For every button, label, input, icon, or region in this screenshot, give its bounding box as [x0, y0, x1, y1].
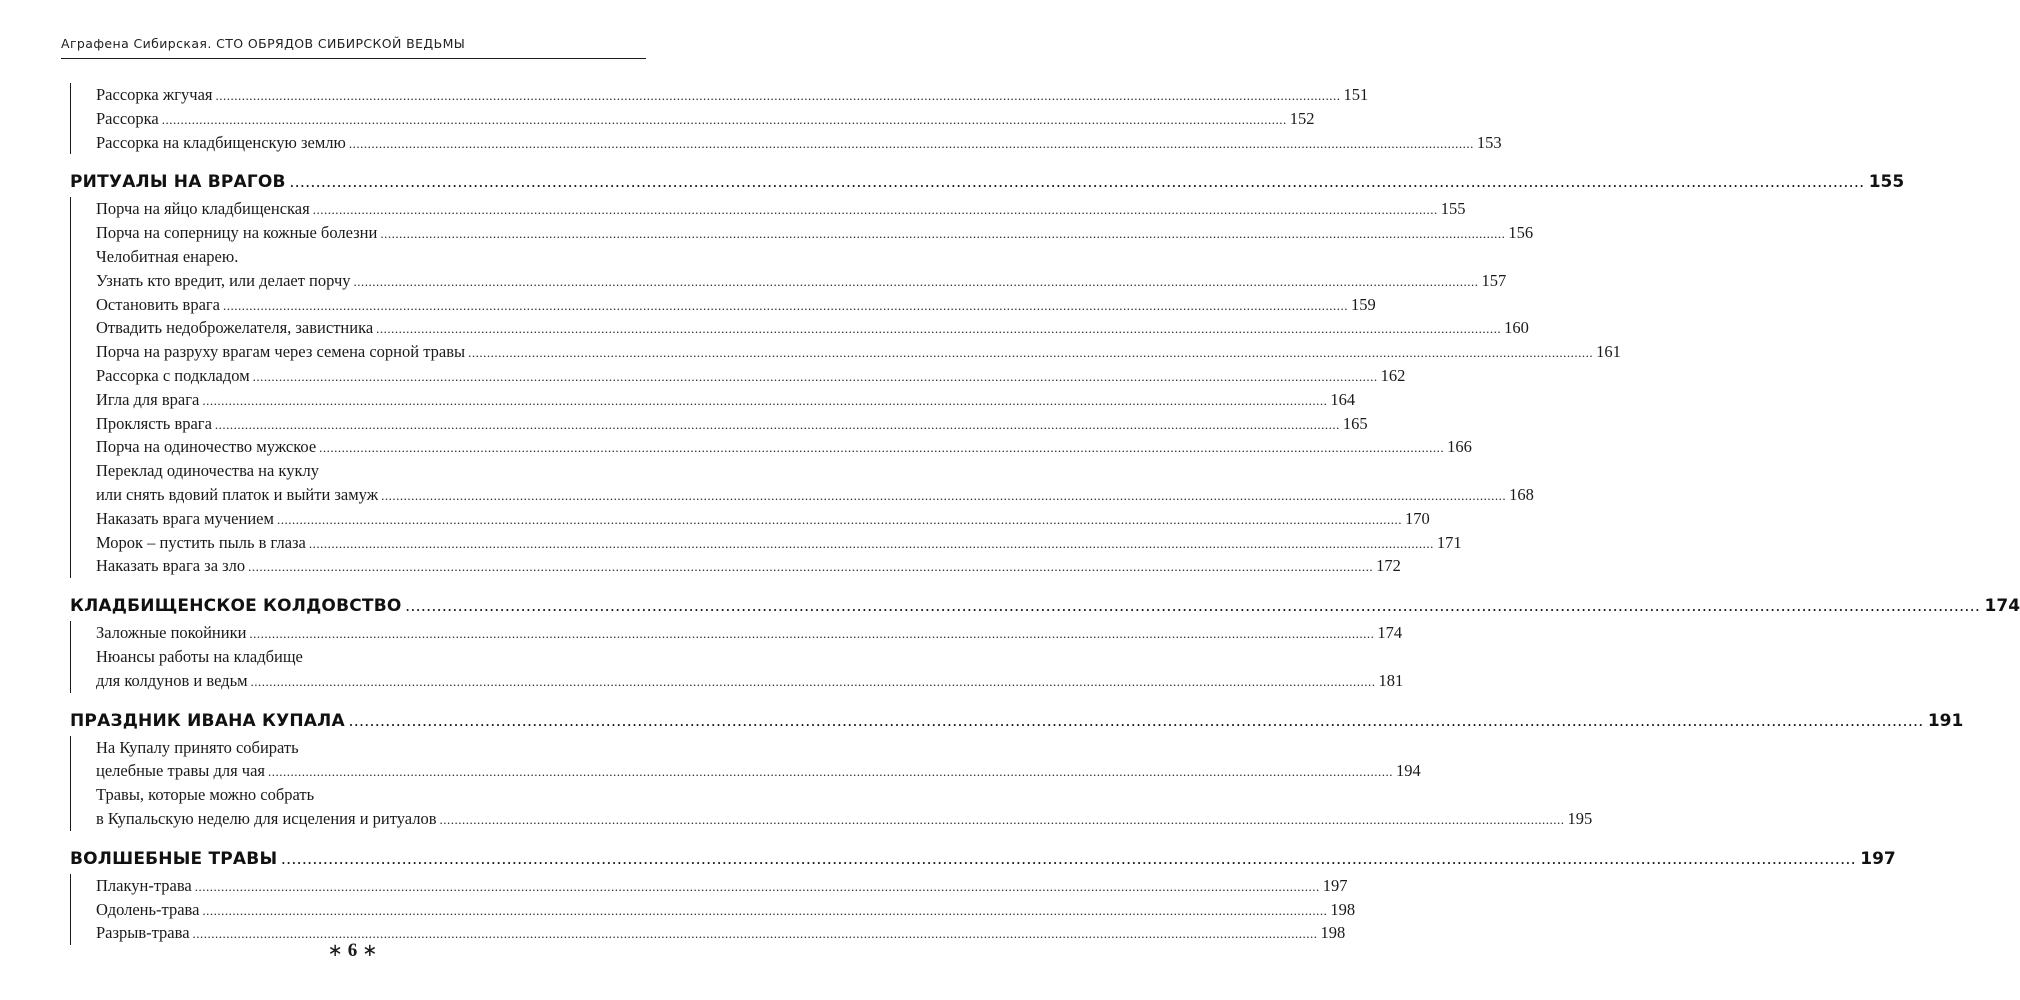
section-heading	[70, 166, 1905, 197]
entry-title: Рассорка с подкладом	[96, 365, 250, 385]
toc-entry	[96, 783, 615, 807]
entry-page: 171	[1436, 532, 1462, 552]
entry-page: 160	[1504, 318, 1529, 338]
entry-title: Травы, которые можно собрать	[96, 785, 315, 805]
entry-title: целебные травы для чая	[96, 761, 266, 781]
entry-title: Остановить врага	[96, 294, 220, 314]
dot-leader: ............................................................................................................................................................................................................................................................................................................	[214, 416, 1340, 432]
entry-title: Нюансы работы на кладбище	[96, 646, 303, 666]
section-heading	[70, 843, 1896, 874]
section-gap	[70, 831, 615, 843]
entry-title: Порча на соперницу на кожные болезни	[96, 223, 378, 243]
toc-entry	[96, 316, 1529, 340]
section-heading	[70, 590, 2020, 621]
dot-leader: ............................................................................................................................................................................................................................................................................................................	[353, 273, 1479, 289]
toc-entry	[96, 531, 1462, 555]
entry-title: или снять вдовий платок и выйти замуж	[96, 484, 379, 504]
dot-leader: ............................................................................................................................................................................................................................................................................................................	[348, 710, 1924, 730]
toc-entry	[96, 459, 615, 483]
section-page: 174	[1984, 596, 2020, 617]
toc-entry	[96, 759, 1421, 783]
dot-leader: ............................................................................................................................................................................................................................................................................................................	[312, 202, 1438, 218]
toc-entry	[96, 621, 1403, 645]
entry-title: Морок – пустить пыль в глаза	[96, 532, 306, 552]
entry-title: Игла для врага	[96, 389, 200, 409]
running-header	[61, 36, 646, 51]
entry-title: На Купалу принято собирать	[96, 737, 299, 757]
section-title: КЛАДБИЩЕНСКОЕ КОЛДОВСТВО	[70, 596, 402, 617]
entry-page: 159	[1351, 294, 1376, 314]
toc-entry	[96, 107, 1315, 131]
header-author: Аграфена Сибирская	[61, 36, 208, 51]
toc-entry	[96, 131, 1502, 155]
dot-leader: ............................................................................................................................................................................................................................................................................................................	[192, 926, 1318, 942]
header-rule	[61, 58, 646, 59]
toc-entry	[96, 269, 1507, 293]
entry-title: Плакун-трава	[96, 875, 192, 895]
entry-page: 151	[1343, 85, 1369, 104]
dot-leader: ............................................................................................................................................................................................................................................................................................................	[319, 440, 1445, 456]
entry-page: 174	[1377, 623, 1403, 643]
entry-page: 156	[1508, 223, 1534, 243]
toc-entry	[96, 435, 1472, 459]
dot-leader: ............................................................................................................................................................................................................................................................................................................	[381, 487, 1507, 503]
toc-section	[70, 843, 1896, 945]
entry-title: Узнать кто вредит, или делает порчу	[96, 270, 351, 290]
entry-title: Наказать врага мучением	[96, 508, 274, 528]
ornament-star-right: ∗	[362, 940, 378, 960]
section-gap	[70, 578, 615, 590]
dot-leader: ............................................................................................................................................................................................................................................................................................................	[194, 878, 1320, 894]
entry-title: Одолень-трава	[96, 899, 200, 919]
dot-leader: ............................................................................................................................................................................................................................................................................................................	[249, 626, 1375, 642]
entry-list	[70, 621, 1404, 692]
page-number-footer	[0, 940, 705, 962]
entry-page: 194	[1396, 761, 1421, 781]
section-gap	[70, 154, 615, 166]
entry-list	[70, 83, 1502, 154]
dot-leader: ............................................................................................................................................................................................................................................................................................................	[348, 135, 1474, 151]
entry-page: 165	[1342, 413, 1368, 433]
entry-title: Порча на яйцо кладбищенская	[96, 199, 310, 219]
section-title: ВОЛШЕБНЫЕ ТРАВЫ	[70, 848, 278, 869]
section-title: ПРАЗДНИК ИВАНА КУПАЛА	[70, 710, 345, 731]
dot-leader: ............................................................................................................................................................................................................................................................................................................	[439, 811, 1565, 827]
section-title: РИТУАЛЫ НА ВРАГОВ	[70, 172, 286, 193]
dot-leader: ............................................................................................................................................................................................................................................................................................................	[202, 902, 1328, 918]
entry-title: Разрыв-трава	[96, 923, 190, 943]
entry-page: 198	[1320, 923, 1346, 943]
entry-page: 157	[1481, 270, 1507, 290]
table-of-contents	[70, 83, 2020, 945]
entry-page: 172	[1376, 556, 1401, 576]
entry-page: 195	[1567, 808, 1593, 828]
toc-entry	[96, 412, 1368, 436]
entry-list	[70, 197, 1621, 578]
toc-entry	[96, 483, 1534, 507]
dot-leader: ............................................................................................................................................................................................................................................................................................................	[468, 345, 1594, 361]
toc-section	[70, 83, 1502, 154]
entry-page: 162	[1380, 365, 1406, 385]
section-page: 197	[1860, 848, 1896, 869]
dot-leader: ............................................................................................................................................................................................................................................................................................................	[281, 848, 1857, 868]
section-heading	[70, 705, 1964, 736]
dot-leader: ............................................................................................................................................................................................................................................................................................................	[380, 226, 1506, 242]
toc-entry	[96, 669, 1404, 693]
section-gap	[70, 693, 615, 705]
toc-entry	[96, 83, 1369, 107]
toc-entry	[96, 507, 1430, 531]
entry-page: 181	[1378, 670, 1404, 690]
ornament-star-left: ∗	[327, 940, 343, 960]
entry-title: для колдунов и ведьм	[96, 670, 248, 690]
entry-page: 168	[1509, 484, 1534, 504]
entry-title: Переклад одиночества на куклу	[96, 461, 319, 481]
entry-list	[70, 736, 1593, 831]
dot-leader: ............................................................................................................................................................................................................................................................................................................	[405, 596, 1981, 616]
toc-entry	[96, 874, 1348, 898]
entry-title: Порча на одиночество мужское	[96, 437, 317, 457]
entry-page: 153	[1476, 132, 1502, 152]
entry-title: в Купальскую неделю для исцеления и ритуалов	[96, 808, 437, 828]
toc-entry	[96, 645, 615, 669]
entry-page: 155	[1440, 199, 1466, 219]
dot-leader: ............................................................................................................................................................................................................................................................................................................	[161, 111, 1287, 127]
section-page: 191	[1927, 710, 1964, 731]
dot-leader: ............................................................................................................................................................................................................................................................................................................	[250, 673, 1376, 689]
entry-title: Рассорка жгучая	[96, 85, 213, 104]
entry-page: 152	[1289, 108, 1315, 128]
dot-leader: ............................................................................................................................................................................................................................................................................................................	[223, 297, 1348, 313]
entry-title: Рассорка	[96, 108, 159, 128]
entry-page: 198	[1330, 899, 1356, 919]
entry-title: Наказать врага за зло	[96, 556, 246, 576]
dot-leader: ............................................................................................................................................................................................................................................................................................................	[289, 172, 1865, 192]
toc-entry	[96, 364, 1406, 388]
entry-page: 161	[1596, 342, 1621, 362]
header-book-title: СТО ОБРЯДОВ СИБИРСКОЙ ВЕДЬМЫ	[216, 36, 466, 51]
toc-entry	[96, 221, 1534, 245]
entry-title: Рассорка на кладбищенскую землю	[96, 132, 346, 152]
entry-title: Заложные покойники	[96, 623, 247, 643]
toc-section	[70, 705, 1964, 831]
toc-entry	[96, 388, 1356, 412]
toc-entry	[96, 554, 1401, 578]
page-number: 6	[347, 940, 358, 961]
toc-entry	[96, 807, 1593, 831]
entry-title: Проклясть врага	[96, 413, 212, 433]
entry-page: 166	[1447, 437, 1472, 457]
entry-title: Порча на разруху врагам через семена сорной травы	[96, 342, 466, 362]
dot-leader: ............................................................................................................................................................................................................................................................................................................	[248, 559, 1374, 575]
entry-page: 164	[1330, 389, 1356, 409]
entry-page: 170	[1404, 508, 1430, 528]
toc-entry	[96, 245, 615, 269]
dot-leader: ............................................................................................................................................................................................................................................................................................................	[202, 392, 1328, 408]
entry-page: 197	[1322, 875, 1348, 895]
entry-list	[70, 874, 1356, 945]
toc-entry	[96, 340, 1621, 364]
entry-title: Отвадить недоброжелателя, завистника	[96, 318, 374, 338]
toc-section	[70, 166, 1905, 578]
dot-leader: ............................................................................................................................................................................................................................................................................................................	[268, 764, 1394, 780]
header-separator: .	[207, 36, 212, 51]
dot-leader: ............................................................................................................................................................................................................................................................................................................	[215, 88, 1341, 103]
toc-entry	[96, 197, 1466, 221]
toc-entry	[96, 293, 1376, 317]
toc-entry	[96, 898, 1356, 922]
toc-section	[70, 590, 2020, 692]
entry-title: Челобитная енарею.	[96, 246, 239, 266]
section-page: 155	[1868, 172, 1905, 193]
dot-leader: ............................................................................................................................................................................................................................................................................................................	[308, 535, 1434, 551]
toc-entry	[96, 736, 615, 760]
dot-leader: ............................................................................................................................................................................................................................................................................................................	[376, 321, 1502, 337]
dot-leader: ............................................................................................................................................................................................................................................................................................................	[276, 511, 1402, 527]
dot-leader: ............................................................................................................................................................................................................................................................................................................	[252, 368, 1378, 384]
